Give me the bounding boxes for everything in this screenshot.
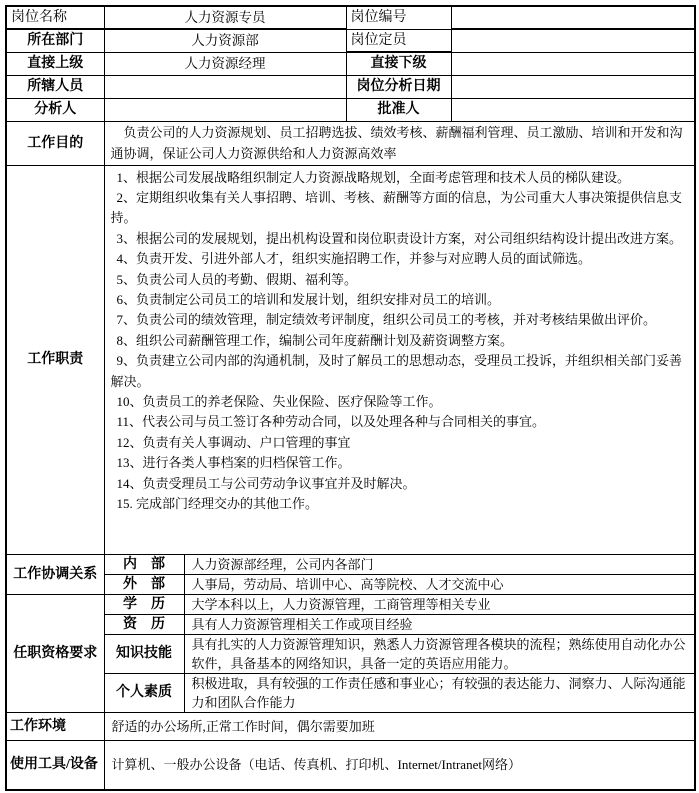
coordination-internal-label: 内 部 [104, 554, 184, 574]
headcount-label: 岗位定员 [346, 29, 451, 52]
approver-value [451, 98, 695, 121]
job-description-table [5, 5, 696, 791]
tools-equipment-label: 使用工具/设备 [6, 740, 104, 790]
duty-item-7: 7、负责公司的绩效管理，制定绩效考评制度，组织公司员工的考核，并对考核结果做出评价。 [116, 312, 657, 328]
experience-text: 具有人力资源管理相关工作或项目经验 [184, 614, 695, 634]
row-work-environment [6, 712, 695, 740]
department-value: 人力资源部 [104, 29, 346, 52]
row-staff-managed [6, 75, 695, 98]
direct-superior-label: 直接上级 [6, 52, 104, 75]
duty-item-2: 2、定期组织收集有关人事招聘、培训、考核、薪酬等方面的信息，为公司重大人事决策提供信息支持。 [110, 189, 683, 226]
work-environment-label: 工作环境 [6, 712, 104, 740]
duty-item-13: 13、进行各类人事档案的归档保管工作。 [116, 455, 351, 471]
duty-item-6: 6、负责制定公司员工的培训和发展计划，组织安排对员工的培训。 [116, 291, 501, 307]
row-qualification-skills [6, 634, 695, 673]
job-purpose-label: 工作目的 [6, 121, 104, 165]
personal-traits-label: 个人素质 [104, 673, 184, 712]
direct-subordinate-label: 直接下级 [346, 52, 451, 75]
knowledge-skills-text: 具有扎实的人力资源管理知识，熟悉人力资源管理各模块的流程；熟练使用自动化办公软件，具备基本的网络知识，具备一定的英语应用能力。 [184, 634, 695, 673]
job-duties-list [104, 165, 695, 554]
coordination-label: 工作协调关系 [6, 554, 104, 594]
analysis-date-label: 岗位分析日期 [346, 75, 451, 98]
staff-managed-label: 所辖人员 [6, 75, 104, 98]
department-label: 所在部门 [6, 29, 104, 52]
tools-equipment-text: 计算机、一般办公设备（电话、传真机、打印机、Internet/Intranet网络） [104, 740, 695, 790]
analyst-label: 分析人 [6, 98, 104, 121]
job-duties-label: 工作职责 [6, 165, 104, 554]
row-tools-equipment [6, 740, 695, 790]
row-job-duties [6, 165, 695, 554]
position-name-label: 岗位名称 [6, 6, 104, 29]
direct-superior-value: 人力资源经理 [104, 52, 346, 75]
knowledge-skills-label: 知识技能 [104, 634, 184, 673]
row-department [6, 29, 695, 52]
coordination-external-text: 人事局，劳动局、培训中心、高等院校、人才交流中心 [184, 574, 695, 594]
coordination-internal-text: 人力资源部经理，公司内各部门 [184, 554, 695, 574]
job-purpose-text: 负责公司的人力资源规划、员工招聘选拔、绩效考核、薪酬福利管理、员工激励、培训和开发和沟通协调，保证公司人力资源供给和人力资源高效率 [104, 121, 695, 165]
row-job-purpose [6, 121, 695, 165]
row-analyst [6, 98, 695, 121]
row-qualification-traits [6, 673, 695, 712]
work-environment-text: 舒适的办公场所,正常工作时间，偶尔需要加班 [104, 712, 695, 740]
duty-item-8: 8、组织公司薪酬管理工作，编制公司年度薪酬计划及薪资调整方案。 [116, 332, 514, 348]
row-position-name [6, 6, 695, 29]
row-coordination-internal [6, 554, 695, 574]
duty-item-15: 15. 完成部门经理交办的其他工作。 [116, 496, 319, 511]
approver-label: 批准人 [346, 98, 451, 121]
education-label: 学 历 [104, 594, 184, 614]
headcount-value [451, 29, 695, 52]
qualification-label: 任职资格要求 [6, 594, 104, 712]
duty-item-4: 4、负责开发、引进外部人才，组织实施招聘工作，并参与对应聘人员的面试筛选。 [116, 251, 592, 267]
position-number-label: 岗位编号 [346, 6, 451, 29]
duty-item-14: 14、负责受理员工与公司劳动争议事宜并及时解决。 [116, 475, 416, 491]
education-text: 大学本科以上，人力资源管理，工商管理等相关专业 [184, 594, 695, 614]
row-coordination-external [6, 574, 695, 594]
duty-item-10: 10、负责员工的养老保险、失业保险、医疗保险等工作。 [116, 393, 442, 409]
row-direct-superior [6, 52, 695, 75]
duty-item-3: 3、根据公司的发展规划，提出机构设置和岗位职责设计方案，对公司组织结构设计提出改进方案。 [116, 230, 683, 246]
analyst-value [104, 98, 346, 121]
row-qualification-experience [6, 614, 695, 634]
duty-item-1: 1、根据公司发展战略组织制定人力资源战略规划，全面考虑管理和技术人员的梯队建设。 [116, 169, 631, 185]
coordination-external-label: 外 部 [104, 574, 184, 594]
staff-managed-value [104, 75, 346, 98]
duty-item-11: 11、代表公司与员工签订各种劳动合同，以及处理各种与合同相关的事宜。 [116, 414, 546, 430]
duty-item-12: 12、负责有关人事调动、户口管理的事宜 [116, 434, 351, 450]
direct-subordinate-value [451, 52, 695, 75]
position-number-value [451, 6, 695, 29]
experience-label: 资 历 [104, 614, 184, 634]
duty-item-9: 9、负责建立公司内部的沟通机制，及时了解员工的思想动态，受理员工投诉，并组织相关部门妥善解决。 [110, 353, 683, 389]
personal-traits-text: 积极进取，具有较强的工作责任感和事业心；有较强的表达能力、洞察力、人际沟通能力和团队合作能力 [184, 673, 695, 712]
row-qualification-education [6, 594, 695, 614]
duty-item-5: 5、负责公司人员的考勤、假期、福利等。 [116, 271, 358, 287]
position-name-value: 人力资源专员 [104, 6, 346, 29]
analysis-date-value [451, 75, 695, 98]
